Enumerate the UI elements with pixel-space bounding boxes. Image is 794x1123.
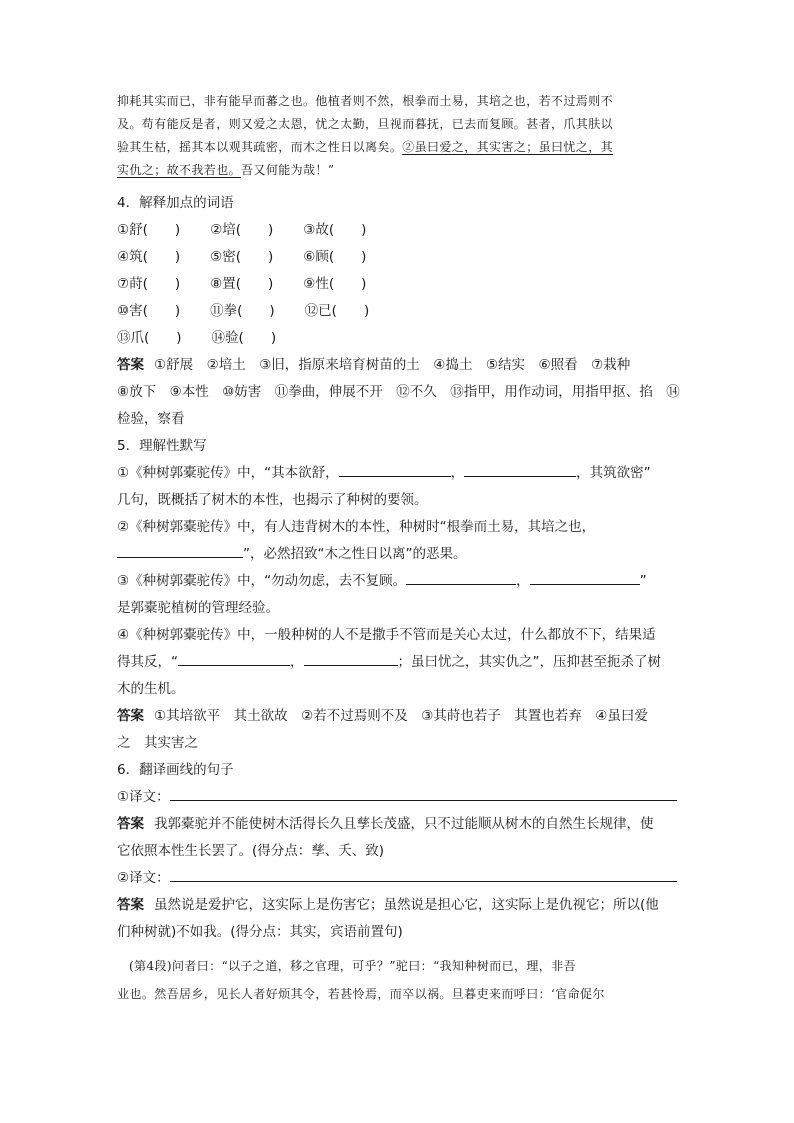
passage-line [117, 159, 679, 182]
question-text: ③《种树郭橐驼传》中，“勿动勿虑，去不复顾。 [117, 573, 407, 589]
fill-blank [339, 462, 451, 477]
answer-line [117, 352, 679, 379]
word-blank: ⑭验( ) [211, 330, 277, 346]
passage-line [117, 136, 679, 159]
word-blank: ⑦莳( ) [117, 276, 181, 292]
answer-line [117, 703, 679, 730]
fill-blank [464, 462, 576, 477]
question-line: 木的生机。 [117, 681, 185, 697]
fill-blank [406, 570, 516, 585]
question-line [117, 568, 679, 595]
underlined-sentence: 实仇之；故不我若也。 [117, 163, 242, 177]
fill-blank [530, 570, 640, 585]
answer-line: 之 其实害之 [117, 735, 198, 751]
passage-line: 及。苟有能反是者，则又爱之太恩，忧之太勤，旦视而暮抚，已去而复顾。甚者，爪其肤以 [117, 117, 614, 131]
word-blank: ⑪拳( ) [210, 303, 275, 319]
word-blank: ⑨性( ) [303, 276, 367, 292]
question-line [117, 649, 679, 676]
answer-line [117, 892, 679, 919]
question-text: ”，必然招致“木之性日以离”的恶果。 [243, 546, 467, 562]
question-6 [117, 757, 679, 946]
translation-label: ②译文： [117, 870, 170, 886]
word-blank: ②培( ) [210, 222, 274, 238]
passage-excerpt [117, 90, 679, 182]
underlined-sentence: ②虽曰爱之，其实害之；虽曰忧之，其 [402, 140, 614, 154]
question-line: ②《种树郭橐驼传》中，有人违背树木的本性，种树时“根拳而土易，其培之也， [117, 519, 596, 535]
question-line: 几句，既概括了树木的本性，也揭示了种树的要领。 [117, 492, 428, 508]
question-text: 得其反，“ [117, 654, 178, 670]
word-blank: ③故( ) [303, 222, 367, 238]
question-line: ④《种树郭橐驼传》中，一般种树的人不是撒手不管而是关心太过，什么都放不下，结果适 [117, 627, 656, 643]
question-text: ” [639, 573, 647, 589]
word-blank: ⑤密( ) [210, 249, 274, 265]
question-text: ；虽曰忧之，其实仇之”，压抑甚至扼杀了树 [397, 654, 661, 670]
question-line: 是郭橐驼植树的管理经验。 [117, 600, 279, 616]
translation-blank [170, 867, 677, 882]
passage-line: 业也。然吾居乡，见长人者好烦其令，若甚怜焉，而卒以祸。旦暮吏来而呼曰：‘官命促尔 [117, 987, 605, 1001]
answer-line: ⑧放下 ⑨本性 ⑩妨害 ⑪拳曲，伸展不开 ⑫不久 ⑬指甲，用作动词，用指甲抠、掐 ⑭ [117, 384, 680, 400]
question-text: ， [290, 654, 304, 670]
translation-line [117, 784, 679, 811]
passage-line: 抑耗其实而已，非有能早而蕃之也。他植者则不然，根拳而土易，其培之也，若不过焉则不 [117, 94, 614, 108]
question-5 [117, 433, 679, 757]
question-4 [117, 190, 679, 433]
translation-label: ①译文： [117, 789, 170, 805]
passage-text: 验其生枯，摇其本以观其疏密，而木之性日以离矣。 [117, 140, 403, 154]
blank-row [117, 325, 679, 352]
document-page [117, 90, 679, 1008]
translation-line [117, 865, 679, 892]
question-text: ，其筑欲密” [576, 465, 651, 481]
answer-line: 检验，察看 [117, 411, 185, 427]
question-line [117, 541, 679, 568]
question-text: ， [450, 465, 465, 481]
blank-row [117, 217, 679, 244]
answer-text: 虽然说是爱护它，这实际上是伤害它；虽然说是担心它，这实际上是仇视它；所以(他 [154, 897, 659, 913]
question-title: 5．理解性默写 [117, 438, 207, 454]
fill-blank [304, 651, 398, 666]
blank-row [117, 244, 679, 271]
answer-line: 们种树就)不如我。(得分点：其实，宾语前置句) [117, 924, 403, 940]
fill-blank [117, 543, 243, 558]
passage-line: (第4段)问者曰：“以子之道，移之官理，可乎？”驼曰：“我知种树而已，理，非吾 [129, 959, 577, 973]
word-blank: ⑥顾( ) [303, 249, 367, 265]
answer-text: ①舒展 ②培土 ③旧，指原来培育树苗的土 ④捣土 ⑤结实 ⑥照看 ⑦栽种 [154, 357, 631, 373]
word-blank: ⑫已( ) [304, 303, 370, 319]
answer-line [117, 811, 679, 838]
blank-row [117, 271, 679, 298]
passage-excerpt-bottom [117, 952, 679, 1008]
answer-label: 答案 [117, 897, 144, 913]
answer-label: 答案 [117, 357, 144, 373]
question-text: ①《种树郭橐驼传》中，“其本欲舒， [117, 465, 339, 481]
word-blank: ⑩害( ) [117, 303, 181, 319]
word-blank: ⑬爪( ) [117, 330, 182, 346]
answer-label: 答案 [117, 708, 144, 724]
question-line [117, 460, 679, 487]
passage-text: 吾又何能为哉！” [241, 163, 335, 177]
blank-row [117, 298, 679, 325]
fill-blank [178, 651, 290, 666]
translation-blank [170, 786, 677, 801]
word-blank: ④筑( ) [117, 249, 181, 265]
word-blank: ①舒( ) [117, 222, 181, 238]
word-blank: ⑧置( ) [210, 276, 274, 292]
question-text: ， [516, 573, 530, 589]
answer-line: 它依照本性生长罢了。(得分点：孳、夭、致) [117, 843, 385, 859]
question-title: 6．翻译画线的句子 [117, 762, 234, 778]
answer-text: 我郭橐驼并不能使树木活得长久且孳长茂盛，只不过能顺从树木的自然生长规律，使 [154, 816, 654, 832]
question-title: 4．解释加点的词语 [117, 195, 234, 211]
answer-text: ①其培欲平 其土欲故 ②若不过焉则不及 ③其莳也若子 其置也若弃 ④虽曰爱 [154, 708, 648, 724]
answer-label: 答案 [117, 816, 144, 832]
